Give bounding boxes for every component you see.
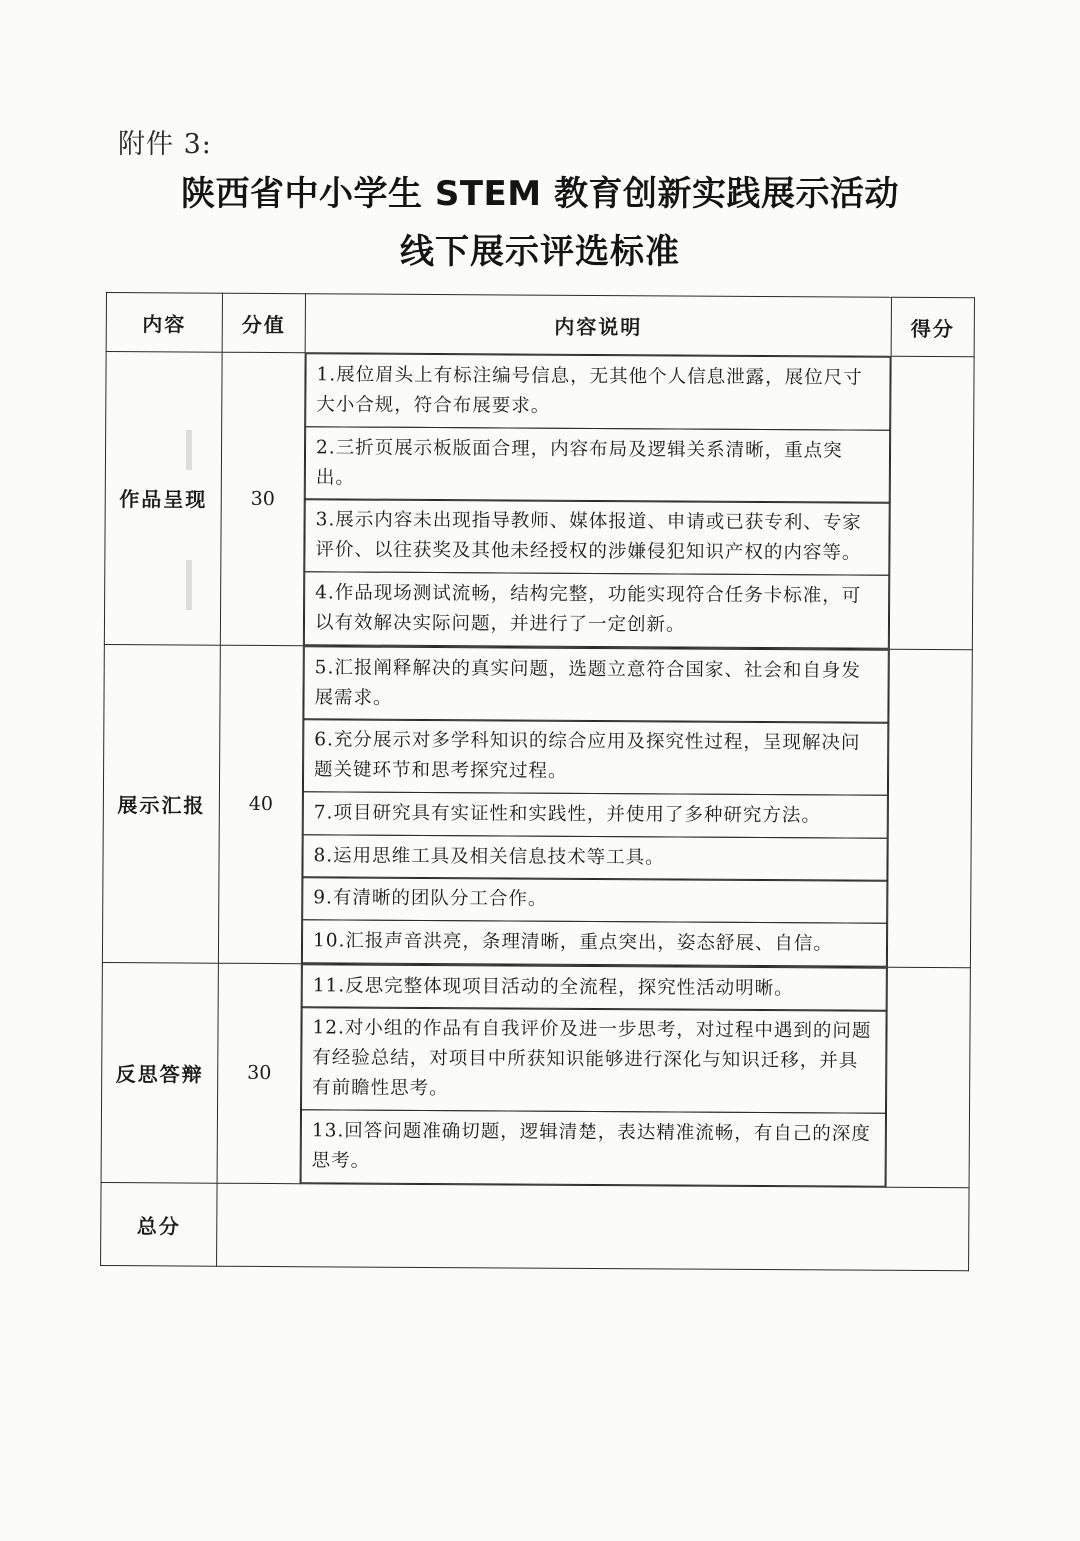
description-cell	[301, 646, 889, 968]
category-cell: 展示汇报	[102, 644, 220, 963]
section-row	[104, 352, 974, 650]
header-row	[106, 293, 974, 357]
obtained-score-cell[interactable]	[889, 356, 974, 649]
total-value-cell[interactable]	[217, 1183, 969, 1271]
criterion-item: 11.反思完整体现项目活动的全流程，探究性活动明晰。	[302, 964, 887, 1012]
header-score: 分值	[222, 293, 305, 353]
criterion-item: 6.充分展示对多学科知识的综合应用及探究性过程，呈现解决问题关键环节和思考探究过程。	[303, 719, 888, 797]
criterion-item: 2.三折页展示板版面合理，内容布局及逻辑关系清晰，重点突出。	[305, 426, 890, 504]
criterion-item: 3.展示内容未出现指导教师、媒体报道、申请或已获专利、专家评价、以往获奖及其他未经授权的涉嫌侵犯知识产权的内容等。	[304, 498, 889, 576]
score-cell: 30	[220, 352, 305, 645]
criterion-item: 1.展位眉头上有标注编号信息，无其他个人信息泄露，展位尺寸大小合规，符合布展要求。	[305, 353, 890, 431]
criterion-item: 7.项目研究具有实证性和实践性，并使用了多种研究方法。	[303, 791, 888, 839]
section-row	[102, 644, 972, 967]
criterion-item: 5.汇报阐释解决的真实问题，选题立意符合国家、社会和自身发展需求。	[303, 646, 888, 724]
obtained-score-cell[interactable]	[886, 967, 970, 1188]
obtained-score-cell[interactable]	[887, 649, 972, 968]
criterion-item: 13.回答问题准确切题，逻辑清楚，表达精准流畅，有自己的深度思考。	[301, 1109, 886, 1187]
criterion-item: 10.汇报声音洪亮，条理清晰，重点突出，姿态舒展、自信。	[302, 919, 887, 967]
criterion-item: 8.运用思维工具及相关信息技术等工具。	[302, 834, 887, 882]
document-subtitle: 线下展示评选标准	[400, 232, 680, 272]
header-obtained: 得分	[891, 297, 974, 357]
category-cell: 作品呈现	[104, 352, 222, 646]
criterion-item: 9.有清晰的团队分工合作。	[302, 876, 887, 924]
total-label: 总分	[101, 1183, 218, 1267]
description-cell	[303, 353, 891, 649]
header-content: 内容	[106, 293, 222, 353]
section-row	[101, 962, 970, 1188]
criterion-item: 12.对小组的作品有自我评价及进一步思考，对过程中遇到的问题有经验总结，对项目中所获知识能够进行深化与知识迁移，并具有前瞻性思考。	[301, 1007, 887, 1115]
document-title: 陕西省中小学生 STEM 教育创新实践展示活动	[181, 174, 899, 214]
category-cell: 反思答辩	[101, 962, 218, 1183]
header-description: 内容说明	[305, 294, 891, 357]
total-row	[101, 1183, 969, 1271]
attachment-label: 附件 3:	[118, 129, 212, 160]
score-cell: 30	[217, 963, 301, 1184]
evaluation-table	[100, 292, 975, 1271]
criterion-item: 4.作品现场测试流畅，结构完整，功能实现符合任务卡标准，可以有效解决实际问题，并进行了一定创新。	[304, 571, 889, 649]
description-cell	[300, 964, 887, 1188]
score-cell: 40	[218, 645, 303, 964]
